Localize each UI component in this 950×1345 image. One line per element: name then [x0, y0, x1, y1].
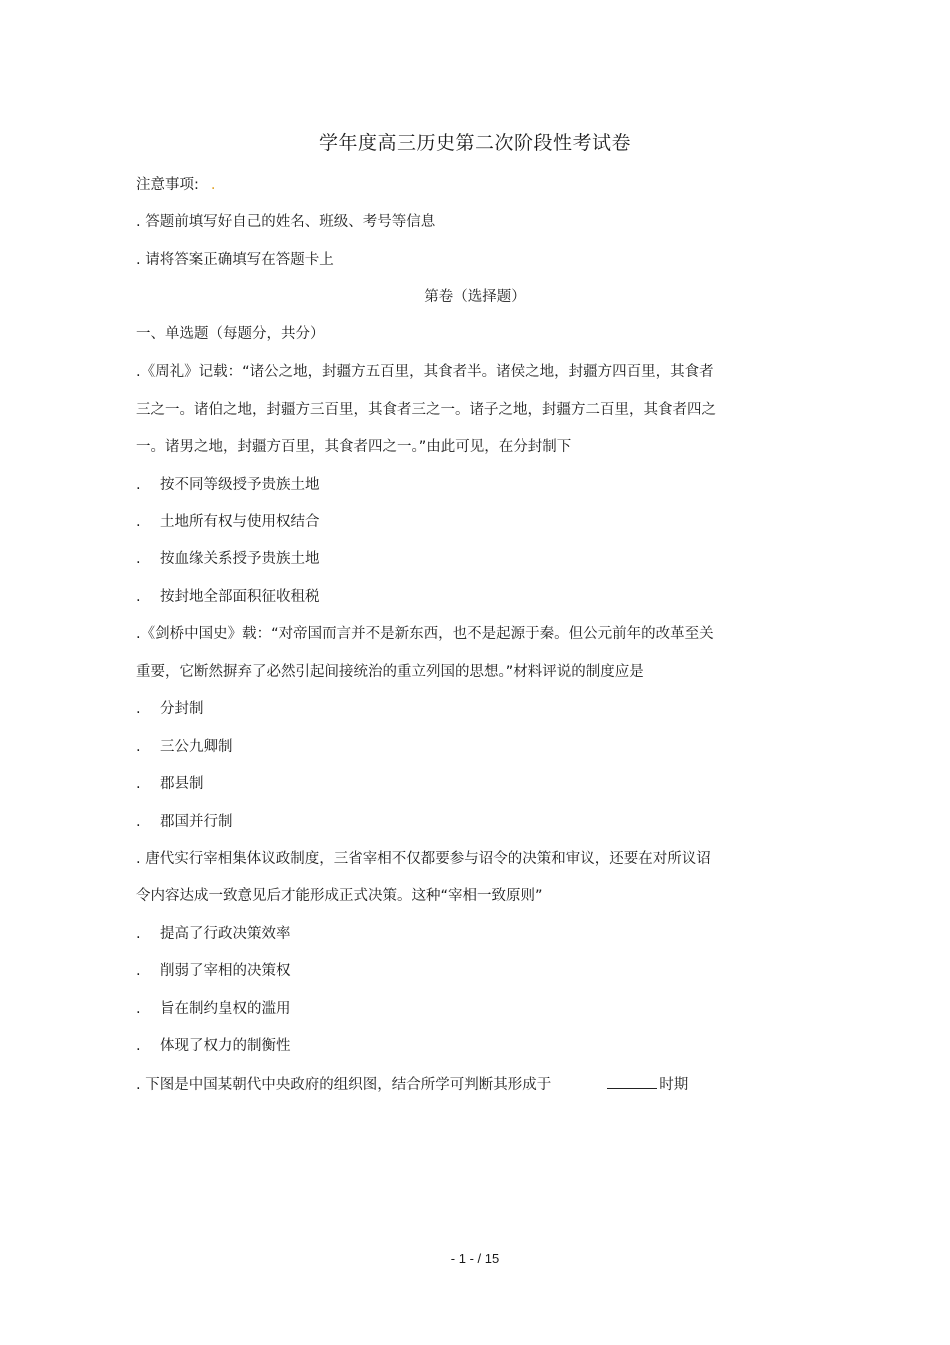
- option-marker: .: [136, 926, 141, 942]
- answer-option: [136, 587, 320, 607]
- question-text-line: 一。诸男之地，封疆方百里，其食者四之一。”由此可见，在分封制下: [136, 439, 572, 455]
- answer-option: [136, 512, 320, 532]
- option-marker: .: [136, 477, 141, 493]
- question-text-line: . 唐代实行宰相集体议政制度，三省宰相不仅都要参与诏令的决策和审议，还要在对所议诏: [136, 851, 711, 867]
- answer-option: [136, 924, 291, 944]
- question-text-line: .《周礼》记载：“诸公之地，封疆方五百里，其食者半。诸侯之地，封疆方四百里，其食者: [136, 364, 714, 380]
- option-marker: .: [136, 514, 141, 530]
- answer-option: [136, 774, 204, 794]
- exam-title: 学年度高三历史第二次阶段性考试卷: [318, 132, 631, 154]
- option-text: 郡县制: [160, 776, 204, 792]
- option-text: 三公九卿制: [160, 739, 233, 755]
- question-text-line: 令内容达成一致意见后才能形成正式决策。这种“宰相一致原则”: [136, 888, 543, 904]
- question-text: . 下图是中国某朝代中央政府的组织图，结合所学可判断其形成于: [136, 1077, 552, 1093]
- answer-option: [136, 961, 291, 981]
- question-text-line: [136, 1074, 688, 1095]
- option-text: 按封地全部面积征收租税: [160, 589, 320, 605]
- answer-blank: [607, 1074, 657, 1089]
- option-marker: .: [136, 963, 141, 979]
- option-text: 旨在制约皇权的滥用: [160, 1001, 291, 1017]
- option-text: 提高了行政决策效率: [160, 926, 291, 942]
- notice-mark: .: [210, 177, 216, 193]
- option-marker: .: [136, 739, 141, 755]
- option-marker: .: [136, 776, 141, 792]
- option-text: 土地所有权与使用权结合: [160, 514, 320, 530]
- question-text-line: 三之一。诸伯之地，封疆方三百里，其食者三之一。诸子之地，封疆方二百里，其食者四之: [136, 402, 716, 418]
- section-header: 第卷（选择题）: [424, 289, 526, 305]
- option-text: 削弱了宰相的决策权: [160, 963, 291, 979]
- answer-option: [136, 737, 233, 757]
- option-marker: .: [136, 701, 141, 717]
- answer-option: [136, 475, 320, 495]
- notice-item: . 答题前填写好自己的姓名、班级、考号等信息: [136, 214, 436, 230]
- notice-label-line: [136, 175, 216, 195]
- question-text-line: .《剑桥中国史》载：“对帝国而言并不是新东西，也不是起源于秦。但公元前年的改革至关: [136, 626, 714, 642]
- option-text: 郡国并行制: [160, 814, 233, 830]
- option-text: 分封制: [160, 701, 204, 717]
- question-suffix: 时期: [659, 1077, 689, 1093]
- option-marker: .: [136, 589, 141, 605]
- notice-item: . 请将答案正确填写在答题卡上: [136, 252, 334, 268]
- option-marker: .: [136, 1001, 141, 1017]
- option-marker: .: [136, 1038, 141, 1054]
- page-number: - 1 - / 15: [450, 1251, 500, 1266]
- answer-option: [136, 1036, 291, 1056]
- answer-option: [136, 549, 320, 569]
- answer-option: [136, 999, 291, 1019]
- option-text: 按不同等级授予贵族土地: [160, 477, 320, 493]
- section-subheader: 一、单选题（每题分，共分）: [136, 326, 325, 342]
- notice-label: 注意事项:: [136, 177, 199, 193]
- option-text: 体现了权力的制衡性: [160, 1038, 291, 1054]
- option-marker: .: [136, 551, 141, 567]
- option-marker: .: [136, 814, 141, 830]
- answer-option: [136, 699, 204, 719]
- answer-option: [136, 812, 233, 832]
- option-text: 按血缘关系授予贵族土地: [160, 551, 320, 567]
- question-text-line: 重要，它断然摒弃了必然引起间接统治的重立列国的思想。”材料评说的制度应是: [136, 664, 644, 680]
